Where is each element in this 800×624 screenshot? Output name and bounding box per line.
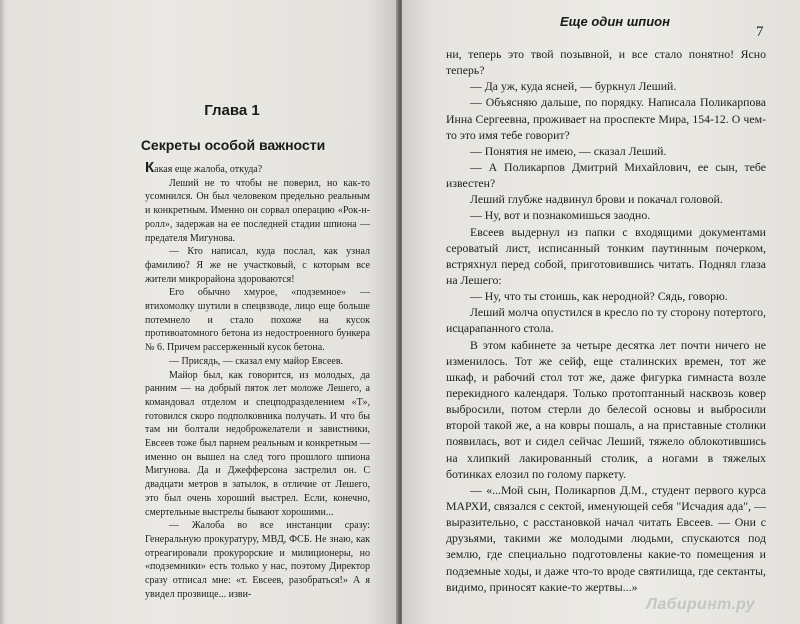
chapter-subtitle: Секреты особой важности xyxy=(140,137,326,153)
paragraph: ни, теперь это твой позывной, и все стало понятно! Ясно теперь? xyxy=(446,47,766,78)
paragraph xyxy=(145,161,370,177)
left-page-text xyxy=(145,161,370,602)
paragraph: Его обычно хмурое, «подземное» — втихомолку шутили в спецвзводе, лицо еще больше потемнело и стало похоже на кусок противоатомного бетона из недостроенного бункера № 6. Причем рассерженный кусок бетона. xyxy=(145,287,370,354)
page-number: 7 xyxy=(756,24,764,40)
chapter-title: Глава 1 xyxy=(204,102,260,119)
paragraph: — Кто написал, куда послал, как узнал фамилию? Я же не участковый, с которым все жители микрорайона здороваются! xyxy=(145,246,370,285)
paragraph: — А Поликарпов Дмитрий Михайлович, ее сын, тебе известен? xyxy=(446,159,766,191)
running-head: Еще один шпион xyxy=(560,14,670,29)
paragraph: — Понятия не имею, — сказал Леший. xyxy=(470,143,667,158)
paragraph: Евсеев выдернул из папки с входящими документами сероватый лист, исписанный тонким паутинным почерком, встряхнул перед собой, приготовившись читать. Поднял глаза на Лешего: xyxy=(446,224,766,287)
paragraph: — Ну, вот и познакомишься заодно. xyxy=(470,208,651,223)
paragraph: — Ну, что ты стоишь, как неродной? Сядь, говорю. xyxy=(470,289,728,304)
dropcap-letter: К xyxy=(145,159,155,176)
paragraph-text: акая еще жалоба, откуда? xyxy=(154,164,263,175)
paragraph: Леший молча опустился в кресло по ту сторону потертого, исцарапанного стола. xyxy=(446,305,766,336)
right-page-text xyxy=(446,46,766,595)
watermark: Лабиринт.ру xyxy=(646,596,755,613)
paragraph: — Жалоба во все инстанции сразу: Генеральную прокуратуру, МВД, ФСБ. Не знаю, как отреагировали прокурорские и милиционеры, но «подземники» есть только у нас, поэтому Директор сразу отписал мне: «т. Евсеев, разобраться!» А я увидел прозвище... изви- xyxy=(145,520,370,600)
paragraph: Леший не то чтобы не поверил, но как-то усомнился. Он был человеком предельно реальным и конкретным. Именно он сорвал операцию «Рок-н-ролл», задержав на ее последней стадии шпиона — предателя Мигунова. xyxy=(145,177,370,244)
paragraph: Леший глубже надвинул брови и покачал головой. xyxy=(470,192,723,207)
paragraph: — Присядь, — сказал ему майор Евсеев. xyxy=(169,355,344,367)
paragraph: Майор был, как говорится, из молодых, да ранним — на добрый пяток лет моложе Лешего, а командовал отделом и спецподразделением «Т», готовился скоро подполковника получать. И что бы там ни болтали недоброжелатели и завистники, Евсеев тоже был парнем реальным и конкретным — именно он вышел на след того прошлого шпиона Мигунова. Да и Джефферсона застрелил он. С двадцати метров в затылок, в отличие от Лешего, это был очень хороший выстрел. Если, конечно, смертельные выстрелы бывают хорошими... xyxy=(145,369,370,518)
paragraph: — Да уж, куда ясней, — буркнул Леший. xyxy=(470,79,677,94)
paragraph: В этом кабинете за четыре десятка лет почти ничего не изменилось. Тот же сейф, еще сталинских времен, тот же шкаф, и рабочий стол тот же, даже фигурка гимнаста возле перекидного календаря. Только протоптанный насквозь ковер выбросили, потом стерли до белесой основы и выбросили второй такой же, а на ковры пошаль, а на приставные столики появилась, вот и сидел сейчас Леший, тяжело облокотившись на хлипкий лакированный столик, а ногами в тяжелых ботинках елозил по голому паркету. xyxy=(446,337,766,481)
paragraph: — «...Мой сын, Поликарпов Д.М., студент первого курса МАРХИ, связался с сектой, именующей себя "Исчадия ада", — выразительно, с расстановкой начал читать Евсеев. — Они с друзьями, такими же молодыми людьми, спускаются под землю, где специально подготовлены какие-то помещения и подземные ходы, и даже что-то вроде святилища, где сектанты, видимо, приносят какие-то жертвы...» xyxy=(446,482,766,594)
paragraph: — Объясняю дальше, по порядку. Написала Поликарпова Инна Сергеевна, проживает на проспекте Мира, 154-12. О чем-то это имя тебе говорит? xyxy=(446,95,766,142)
page-edge-shadow xyxy=(0,0,6,624)
left-page xyxy=(0,0,398,624)
